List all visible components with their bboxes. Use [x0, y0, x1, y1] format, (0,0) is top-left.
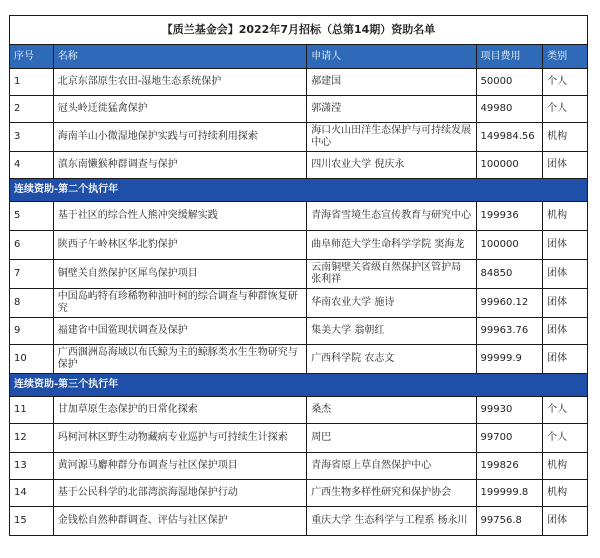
cell-name: 铜壁关自然保护区犀鸟保护项目 — [53, 260, 306, 289]
cell-applicant: 华南农业大学 施诗 — [307, 289, 476, 318]
cell-no: 11 — [10, 397, 54, 424]
header-category: 类别 — [543, 45, 588, 69]
cell-name: 玛柯河林区野生动物藏病专业巡护与可持续生计探索 — [53, 424, 306, 453]
cell-fee: 49980 — [476, 96, 543, 123]
cell-no: 5 — [10, 202, 54, 231]
cell-name: 陕西子午岭林区华北豹保护 — [53, 231, 306, 260]
cell-fee: 199999.8 — [476, 480, 543, 507]
cell-applicant: 广西生物多样性研究和保护协会 — [307, 480, 476, 507]
table-row — [10, 152, 588, 179]
cell-name: 滇东南懒猴种群调查与保护 — [53, 152, 306, 179]
cell-fee: 99930 — [476, 397, 543, 424]
table-row — [10, 397, 588, 424]
cell-fee: 199826 — [476, 453, 543, 480]
cell-name: 海南羊山小微湿地保护实践与可持续利用探索 — [53, 123, 306, 152]
cell-applicant: 重庆大学 生态科学与工程系 杨永川 — [307, 507, 476, 536]
cell-no: 13 — [10, 453, 54, 480]
header-name: 名称 — [53, 45, 306, 69]
cell-name: 冠头岭迁徙猛禽保护 — [53, 96, 306, 123]
cell-name: 福建省中国鲎现状调查及保护 — [53, 318, 306, 345]
cell-fee: 50000 — [476, 69, 543, 96]
cell-no: 14 — [10, 480, 54, 507]
cell-fee: 99960.12 — [476, 289, 543, 318]
table-row — [10, 507, 588, 536]
cell-name: 广西涠洲岛海域以布氏鲸为主的鲸豚类水生生物研究与保护 — [53, 345, 306, 374]
cell-category: 机构 — [543, 453, 588, 480]
cell-fee: 84850 — [476, 260, 543, 289]
grant-table-body — [10, 16, 588, 536]
cell-category: 团体 — [543, 231, 588, 260]
cell-category: 团体 — [543, 345, 588, 374]
cell-name: 黄河源马麝种群分布调查与社区保护项目 — [53, 453, 306, 480]
cell-applicant: 青海省原上草自然保护中心 — [307, 453, 476, 480]
table-row — [10, 318, 588, 345]
cell-name: 中国岛屿特有珍稀物种油叶柯的综合调查与种群恢复研究 — [53, 289, 306, 318]
section-title: 连续资助-第三个执行年 — [10, 374, 588, 397]
cell-applicant: 青海省雪境生态宣传教育与研究中心 — [307, 202, 476, 231]
table-row — [10, 260, 588, 289]
cell-no: 10 — [10, 345, 54, 374]
header-fee: 项目费用 — [476, 45, 543, 69]
cell-category: 机构 — [543, 480, 588, 507]
cell-category: 团体 — [543, 318, 588, 345]
cell-no: 8 — [10, 289, 54, 318]
table-row — [10, 202, 588, 231]
grant-table — [9, 15, 588, 536]
cell-category: 个人 — [543, 397, 588, 424]
header-row — [10, 45, 588, 69]
cell-name: 基于社区的综合性人熊冲突缓解实践 — [53, 202, 306, 231]
cell-name: 甘加草原生态保护的日常化探索 — [53, 397, 306, 424]
cell-no: 4 — [10, 152, 54, 179]
cell-name: 金钱松自然种群调查、评估与社区保护 — [53, 507, 306, 536]
cell-applicant: 集美大学 翁朝红 — [307, 318, 476, 345]
header-applicant: 申请人 — [307, 45, 476, 69]
cell-category: 个人 — [543, 96, 588, 123]
cell-fee: 149984.56 — [476, 123, 543, 152]
section-row — [10, 374, 588, 397]
cell-fee: 100000 — [476, 231, 543, 260]
cell-no: 9 — [10, 318, 54, 345]
section-row — [10, 179, 588, 202]
cell-applicant: 广西科学院 农志文 — [307, 345, 476, 374]
cell-name: 北京东部原生农田-湿地生态系统保护 — [53, 69, 306, 96]
cell-applicant: 海口火山田洋生态保护与可持续发展中心 — [307, 123, 476, 152]
cell-fee: 99999.9 — [476, 345, 543, 374]
table-row — [10, 123, 588, 152]
cell-category: 团体 — [543, 260, 588, 289]
cell-applicant: 四川农业大学 倪庆永 — [307, 152, 476, 179]
cell-applicant: 曲阜师范大学生命科学学院 窦海龙 — [307, 231, 476, 260]
cell-applicant: 郝建国 — [307, 69, 476, 96]
table-row — [10, 231, 588, 260]
table-row — [10, 289, 588, 318]
grant-list-sheet — [9, 15, 588, 536]
cell-category: 机构 — [543, 202, 588, 231]
title-row — [10, 16, 588, 45]
cell-no: 1 — [10, 69, 54, 96]
cell-name: 基于公民科学的北部湾滨海湿地保护行动 — [53, 480, 306, 507]
table-row — [10, 345, 588, 374]
table-row — [10, 480, 588, 507]
table-row — [10, 69, 588, 96]
table-row — [10, 424, 588, 453]
section-title: 连续资助-第二个执行年 — [10, 179, 588, 202]
cell-applicant: 周巴 — [307, 424, 476, 453]
cell-applicant: 郭潇滢 — [307, 96, 476, 123]
cell-fee: 99700 — [476, 424, 543, 453]
table-row — [10, 96, 588, 123]
cell-category: 团体 — [543, 152, 588, 179]
cell-category: 个人 — [543, 424, 588, 453]
sheet-title: 【质兰基金会】2022年7月招标（总第14期）资助名单 — [10, 16, 588, 45]
cell-applicant: 桑杰 — [307, 397, 476, 424]
cell-no: 7 — [10, 260, 54, 289]
cell-no: 12 — [10, 424, 54, 453]
cell-category: 团体 — [543, 289, 588, 318]
cell-applicant: 云南铜壁关省级自然保护区管护局 张利祥 — [307, 260, 476, 289]
cell-fee: 99963.76 — [476, 318, 543, 345]
cell-category: 个人 — [543, 69, 588, 96]
cell-fee: 199936 — [476, 202, 543, 231]
cell-no: 6 — [10, 231, 54, 260]
cell-no: 15 — [10, 507, 54, 536]
cell-fee: 99756.8 — [476, 507, 543, 536]
cell-category: 团体 — [543, 507, 588, 536]
cell-no: 3 — [10, 123, 54, 152]
cell-fee: 100000 — [476, 152, 543, 179]
cell-category: 机构 — [543, 123, 588, 152]
cell-no: 2 — [10, 96, 54, 123]
table-row — [10, 453, 588, 480]
header-no: 序号 — [10, 45, 54, 69]
